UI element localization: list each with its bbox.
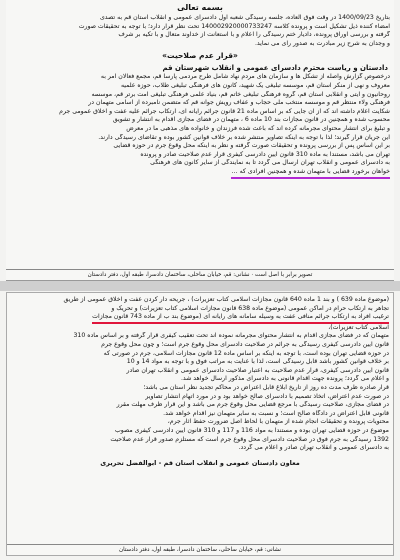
text-line: قرار صادره ظرف مدت ده روز از تاریخ ابلاغ قابل اعتراض در محاکم تجدید نظر استان می باشد؛ [143,383,389,391]
text-line: این جریان قرار گیرند؛ لذا با توجه به اینکه تصاویر منتشر شده بر خلاف قوانین کشور بوده و تقاضای رسیدگی دارند. [98,133,390,141]
purple-highlight: خواهان برخورد قضایی با متهمان شده و همچنین افرادی که … [231,168,390,179]
text-line: بتاریخ 1400/09/23 در وقت فوق العاده، جلسه رسیدگی شعبه اول دادسرای عمومی و انقلاب استان قم به تصدی [99,14,390,21]
text-line: به دادسرای عمومی و انقلاب تهران ارسال می گردد تا به نمایندگی از سایر کانون های فرهنگی [150,159,390,167]
highlighted-line [10,168,390,179]
red-highlight: ترغیب افراد به ارتکاب جرائم منافی عفت به وسیله سامانه های رایانه ای (موضوع بند ب از ماده 743 قانون مجازات [92,313,389,324]
text-line: روحانیون و آیتی و انقلابی استان قم، گروه فرهنگی تبلیغی خاتم قم، بنیاد علمی فرهنگی تبلیغی امت برتر قم، موسسه [91,90,390,98]
verdict-title: «قرار عدم صلاحیت» [162,51,238,61]
text-line: بر این اساس پس از بررسی پرونده و تحقیقات صورت گرفته و نظر به اینکه محل وقوع جرم در حوزه قضایی [113,142,390,150]
text-line: قانون آیین دادرسی کیفری رسیدگی به جرائم در صلاحیت دادسرای محل وقوع جرم است؛ و چون محل وقوع جرم [101,340,389,348]
text-line: اسلامی کتاب تعزیرات)، [328,323,389,331]
signature-line: معاون دادستان عمومی و انقلاب استان قم - ابوالفضل تحریری [100,458,300,467]
text-line: قانون آیین دادرسی کیفری، قرار عدم صلاحیت به اعتبار صلاحیت دادسرای عمومی و انقلاب تهران صادر [126,366,389,374]
intro-paragraph [10,14,390,48]
text-line: (موضوع ماده 639 ) و بند 1 ماده 640 قانون مجازات اسلامی کتاب تعزیرات) ، جریحه دار کردن عفت و اخلاق عمومی از طریق [63,296,389,303]
text-line: در حوزه قضایی تهران بوده است، با توجه به اینکه بر اساس ماده 12 قانون مجازات اسلامی، جرم در صورتی که [103,349,389,357]
text-line: متهمان که در فضای مجازی اقدام به انتشار محتوای مجرمانه نموده اند تحت تعقیب کیفری قرار گرفته و بر اساس ماده 310 [73,332,389,340]
page-footer: تصویر برابر با اصل است · نشانی: قم، خیابان ساحلی، ساختمان دادسرا، طبقه اول، دفتر دادستان [6,269,394,278]
text-line: معروف و نهی از منکر استان قم، موسسه تبلیغی یک شهید، کانون های فرهنگی تبلیغی طلاب، حوزه علمیه [120,81,390,89]
text-line: محتویات پرونده و تحقیقات انجام شده از متهمان با لحاظ اصل ضرورت حفظ آثار جرم، [167,418,389,426]
text-line: موضوع در حوزه قضایی تهران بوده و مستنداً به مواد 116 و 117 و 310 قانون آیین دادرسی کیفری مصوب [114,426,389,434]
text-line: در صورت عدم اعتراض، اتخاذ تصمیم با دادسرای صالح خواهد بود و در مورد اتهام انتشار تصاویر [145,392,389,400]
text-line: و وجدان به شرح زیر مبادرت به صدور رای می نماید. [254,39,390,47]
verdict-page-bottom [6,292,394,556]
text-line: فرهنگی ولاء منتظر قم و موسسه منتخب ملی حجاب و عفاف رویش جوانه قم که متضمن نامبرده از اسامی متهمان در [88,99,390,107]
court-title: دادستان و ریاست محترم دادسرای عمومی و انقلاب شهرستان قم [162,64,388,73]
basmala-heading: بسمه تعالی [177,3,223,12]
text-line: بر خلاف قوانین کشور باشد قابل رسیدگی است، لذا با عنایت به مراتب فوق و با توجه به مواد 14 و 10 [126,358,389,366]
text-line: محسوب شده و همچنین در قانون مجازات بند 10 ماده 6 ، متهمان در فضای مجازی اقدام به انتشار و تشویق [112,116,390,124]
text-line: تجاهر به ارتکاب حرام در اماکن عمومی (موضوع ماده 638 قانون مجازات اسلامی کتاب تعزیرات) و تحریک و [111,304,389,312]
text-line: و اعلام می گردد؛ پرونده جهت اقدام قانونی به دادسرای مذکور ارسال خواهد شد. [180,375,389,383]
body-paragraph [10,73,390,178]
text-line: به دادسرای عمومی و انقلاب تهران صادر و اعلام می گردد. [238,444,389,452]
page-footer: نشانی: قم، خیابان ساحلی، ساختمان دادسرا، طبقه اول، دفتر دادستان [7,544,393,553]
text-line: 1392 رسیدگی به جرم فوق در صلاحیت دادسرای محل وقوع جرم است که مستلزم صدور قرار عدم صلاحیت [110,435,389,443]
text-line: قانونی قابل اعتراض در دادگاه صالح است؛ و نسبت به سایر متهمان نیز اقدام خواهد شد. [163,409,389,417]
verdict-page-top [6,0,394,281]
body-paragraph [11,296,389,453]
text-line: گرفته و بررسی اوراق پرونده، دادیار ختم رسیدگی را اعلام و با استعانت از خداوند متعال و با تکیه بر شرف [118,31,390,39]
text-line: درخصوص گزارش واصله از تشکل ها و سازمان های مردم نهاد شامل طرح مردمی پارسا قم، مجمع فعالان امر به [100,73,390,81]
text-line: شکایت اعلام داشته اند که از آن جایی که بر اساس ماده 21 قانون جرائم رایانه ای، ارتکاب جرائم علیه عفت و اخلاق عمومی جرم [59,107,390,115]
text-line: و تبلیغ برای انتشار محتوای مجرمانه کرده اند که باعث شده فرزندان و خانواده های مذهبی ما در معرض [126,124,390,132]
highlighted-line [11,313,389,324]
page-separator [0,281,400,291]
text-line: تهران می باشد، مستنداً به ماده 310 قانون آیین دادرسی کیفری قرار عدم صلاحیت صادر و پرونده [140,150,390,158]
text-line: در فضای مجازی، صلاحیت رسیدگی با مرجع قضایی محل وقوع جرم می باشد و این قرار ظرف مهلت مقرر [116,401,389,409]
text-line: امضاء کننده ذیل تشکیل است و پرونده کلاسه 140002920000733247 تحت نظر قرار دارد؛ با توجه به تحقیقات صورت [78,22,390,30]
